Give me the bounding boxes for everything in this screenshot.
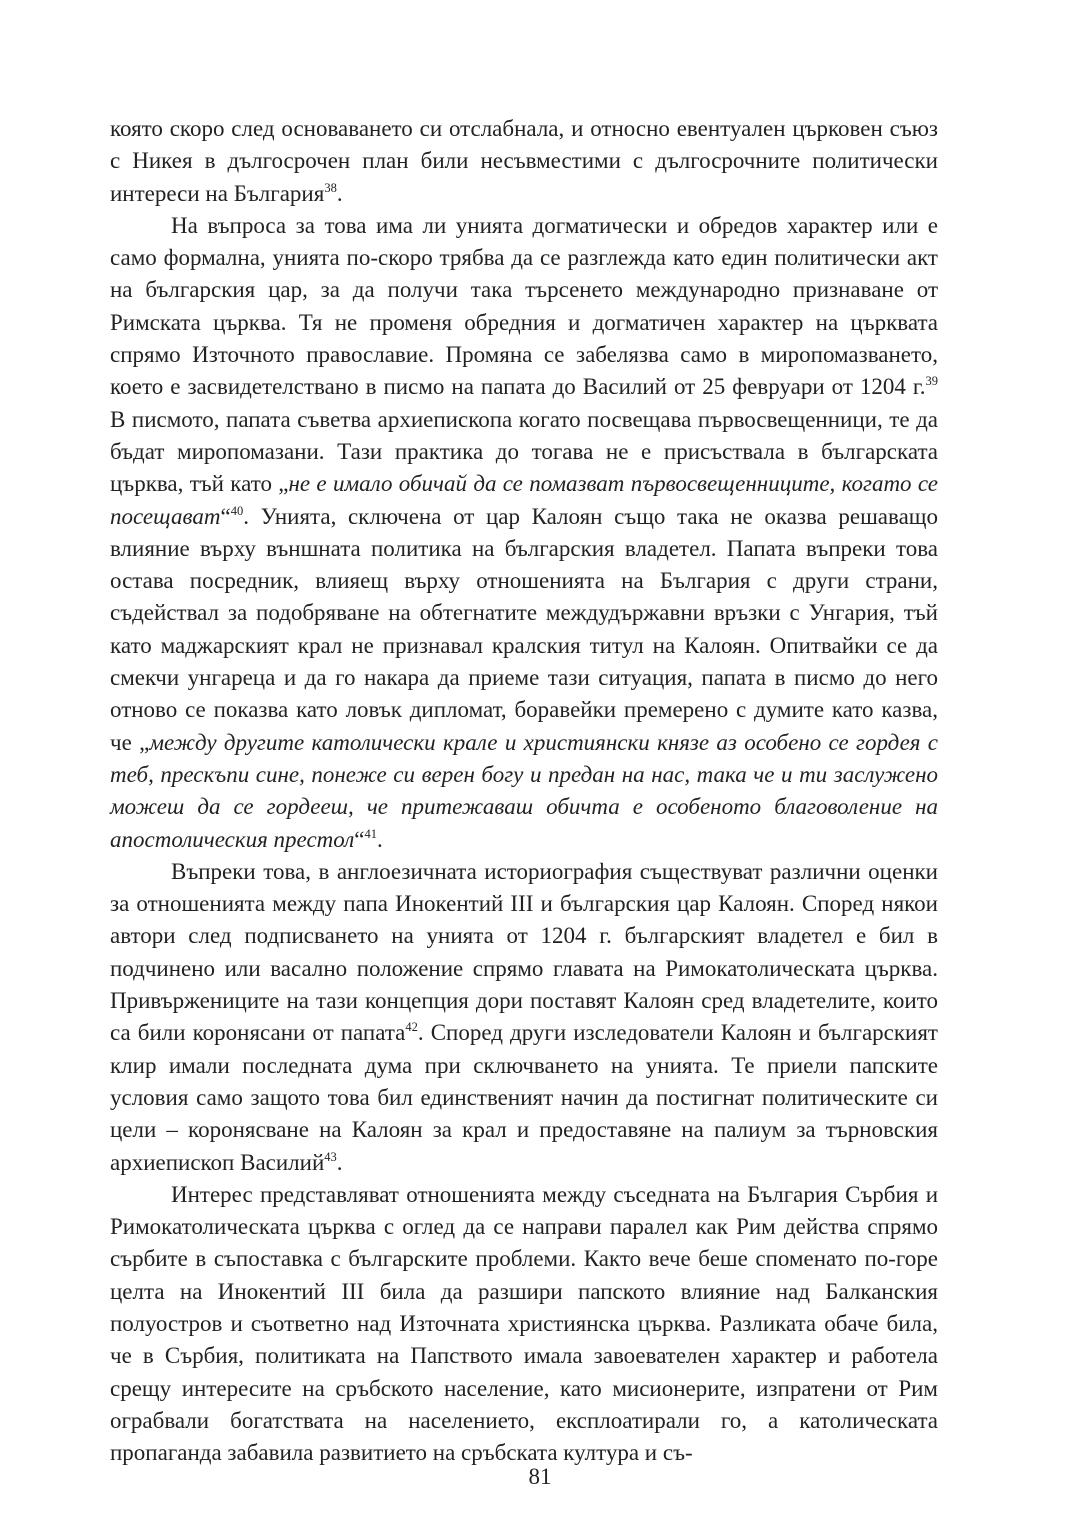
footnote-ref: 43 xyxy=(324,1149,337,1164)
paragraph-text: . xyxy=(376,826,383,852)
footnote-ref: 40 xyxy=(230,503,244,518)
paragraph-text: . Унията, сключена от цар Калоян също така не оказва решаващо влияние върху външната политика на българския владетел. Папата въпреки това остава посредник, влияещ върху отношенията на България с други страни, съдействал за подобряване на обтегнатите междудържавни връзки с Унгария, тъй като маджарският крал не признавал кралския титул на Калоян. Опитвайки се да смекчи унгареца и да го накара да приеме тази ситуация, папата в писмо до него отново се показва като ловък дипломат, боравейки премерено с думите като казва, че „ xyxy=(110,503,938,755)
paragraph-text: Интерес представляват отношенията между съседната на България Сърбия и Римокатолическата църква с оглед да се направи паралел как Рим действа спрямо сърбите в съпоставка с българските проблеми. Както вече беше споменато по-горе целта на Инокентий III била да разшири папското влияние над Балканския полуостров и съответно над Източната християнска църква. Разликата обаче била, че в Сърбия, политиката на Папството имала завоевателен характер и работела срещу интересите на сръбското население, като мисионерите, изпратени от Рим ограбвали богатствата на населението, експлоатирали го, а католическата пропаганда забавила развитието на сръбската култура и съ- xyxy=(110,1181,938,1466)
paragraph-text: която скоро след основаването си отслабнала, и относно евентуален църковен съюз с Никея в дългосрочен план били несъвместими с дългосрочните политически интереси на България xyxy=(110,116,938,206)
page-number: 81 xyxy=(528,1464,552,1489)
paragraph-text: . Според други изследователи Калоян и българският клир имали последната дума при сключването на унията. Те приели папските условия само защото това бил единственият начин да постигнат политическите си цели – коронясване на Калоян за крал и предоставяне на палиум за търновския архиепископ Василий xyxy=(110,1020,938,1175)
quotation-text: между другите католически крале и християнски князе аз особено се гордея с теб, прескъпи сине, понеже си верен богу и предан на нас, така че и ти заслужено можеш да се гордееш, че притежаваш обичта е особеното благоволение на апостолическия престол xyxy=(110,729,939,852)
paragraph xyxy=(110,1179,938,1470)
paragraph-text: . xyxy=(336,1149,343,1175)
body-text xyxy=(110,113,938,1469)
paragraph-text: На въпроса за това има ли унията догматически и обредов характер или е само формална, унията по-скоро трябва да се разглежда като един политически акт на българския цар, за да получи така търсенето международно признаване от Римската църква. Тя не променя обредния и догматичен характер на църквата спрямо Източното православие. Промяна се забелязва само в миропомазването, което е засвидетелствано в писмо на папата до Василий от 25 февруари от 1204 г. xyxy=(110,212,938,400)
footnote-ref: 41 xyxy=(364,826,377,841)
footnote-ref: 42 xyxy=(405,1020,418,1035)
paragraph-text: “ xyxy=(220,503,231,529)
quotation-text: не е имало обичай да се помазват първосвещенниците, когато се посещават xyxy=(110,471,938,529)
paragraph xyxy=(110,113,938,210)
paragraph-text: В писмото, папата съветва архиепископа когато посвещава първосвещенници, те да бъдат миропомазани. Тази практика до тогава не е присъствала в българската църква, тъй като „ xyxy=(110,406,938,497)
footnote-ref: 39 xyxy=(925,374,938,389)
paragraph-text: . xyxy=(336,180,343,206)
paragraph-text: Въпреки това, в англоезичната историография съществуват различни оценки за отношенията между папа Инокентий III и българския цар Калоян. Според някои автори след подписването на унията от 1204 г. българският владетел е бил в подчинено или васално положение спрямо главата на Римокатолическата църква. Привържениците на тази концепция дори поставят Калоян сред владетелите, които са били коронясани от папата xyxy=(110,858,938,1046)
paragraph-text: “ xyxy=(354,826,365,852)
footnote-ref: 38 xyxy=(324,180,337,195)
paragraph xyxy=(110,210,938,856)
paragraph xyxy=(110,856,938,1179)
